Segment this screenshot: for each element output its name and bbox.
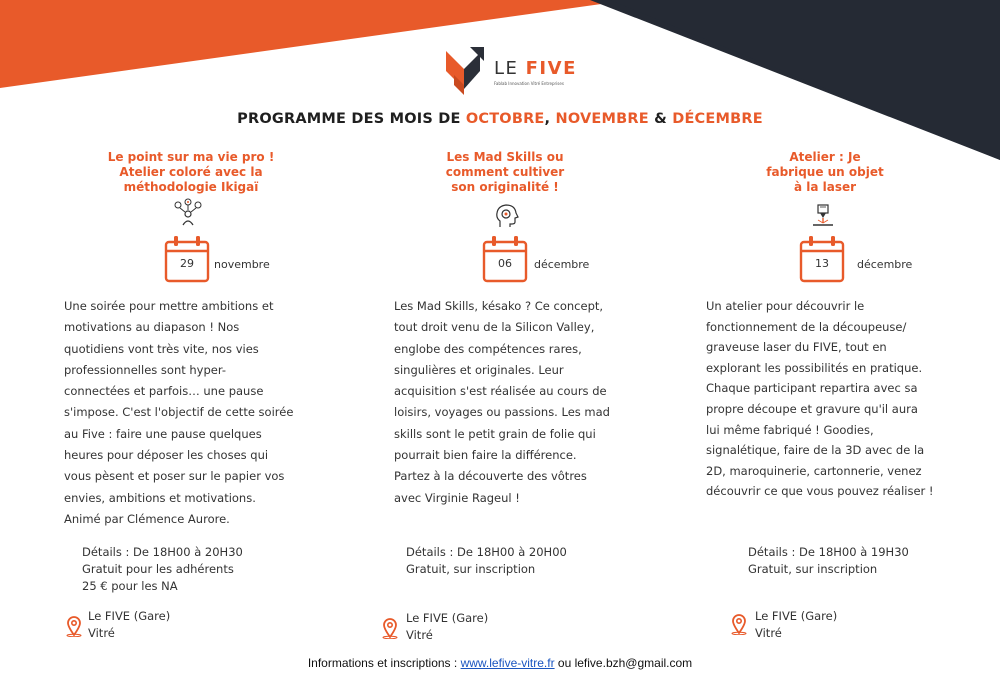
- dark-band-wedge: [610, 0, 1000, 160]
- logo-name-accent: FIVE: [525, 58, 577, 79]
- footer-middle: ou: [554, 656, 575, 670]
- location-pin-icon: [381, 617, 399, 639]
- logo-tagline: Fablab Innovation Vitré Entreprises: [494, 81, 564, 86]
- description-line: propre découpe et gravure qu'il aura: [706, 401, 918, 416]
- event-month: décembre: [534, 258, 590, 271]
- description-line: Chaque participant repartira avec sa: [706, 381, 918, 396]
- title-month-2: NOVEMBRE: [555, 111, 649, 127]
- description-line: envies, ambitions et motivations.: [64, 490, 256, 505]
- description-line: motivations au diapason ! Nos: [64, 320, 240, 335]
- event-title-line: à la laser: [793, 180, 857, 194]
- logo: [444, 45, 584, 97]
- description-line: s'impose. C'est l'objectif de cette soirée: [64, 405, 294, 420]
- event-title-line: méthodologie Ikigaï: [123, 180, 259, 194]
- location-pin-icon: [730, 613, 748, 635]
- description-line: acquisition s'est réalisée au cours de: [394, 384, 607, 399]
- head-gear-icon: [494, 203, 520, 229]
- details-line: 25 € pour les NA: [82, 579, 178, 593]
- event-location: [406, 610, 488, 644]
- location-line: Vitré: [88, 626, 115, 640]
- event-location: [755, 608, 837, 642]
- description-line: graveuse laser du FIVE, tout en: [706, 340, 887, 355]
- contact-email[interactable]: lefive.bzh@gmail.com: [574, 656, 693, 670]
- description-line: pourrait bien faire la différence.: [394, 448, 577, 463]
- description-line: professionnelles sont hyper-: [64, 362, 227, 377]
- website-link[interactable]: www.lefive-vitre.fr: [460, 656, 555, 670]
- location-line: Le FIVE (Gare): [755, 609, 838, 623]
- description-line: lui même fabriqué ! Goodies,: [706, 422, 874, 437]
- description-line: au Five : faire une pause quelques: [64, 426, 262, 441]
- description-line: Les Mad Skills, késako ? Ce concept,: [394, 299, 604, 313]
- title-sep-2: &: [648, 111, 673, 127]
- footer-info: [0, 656, 1000, 670]
- description-line: skills sont le petit grain de folie qui: [394, 426, 596, 441]
- logo-name-prefix: LE: [494, 58, 519, 79]
- title-month-1: OCTOBRE: [465, 111, 545, 127]
- event-month: décembre: [857, 258, 913, 271]
- details-line: Gratuit, sur inscription: [406, 562, 536, 576]
- event-title-line: son originalité !: [451, 180, 559, 194]
- description-line: englobe des compétences rares,: [394, 341, 582, 356]
- description-line: signalétique, faire de la 3D avec de la: [706, 443, 925, 458]
- location-line: Le FIVE (Gare): [406, 611, 489, 625]
- details-line: Détails : De 18H00 à 19H30: [748, 545, 909, 559]
- description-line: loisirs, voyages ou passions. Les mad: [394, 405, 610, 420]
- page-title: [0, 111, 1000, 127]
- event-title-line: fabrique un objet: [766, 165, 884, 179]
- description-line: singulières et originales. Leur: [394, 362, 564, 377]
- description-line: Partez à la découverte des vôtres: [394, 469, 587, 484]
- location-line: Vitré: [406, 628, 433, 642]
- description-line: Une soirée pour mettre ambitions et: [64, 299, 274, 313]
- description-line: heures pour déposer les choses qui: [64, 448, 269, 463]
- description-line: découvrir ce que vous pouvez réaliser !: [706, 484, 934, 499]
- event-location: [88, 608, 170, 642]
- description-line: explorant les possibilités en pratique.: [706, 360, 923, 375]
- description-line: tout droit venu de la Silicon Valley,: [394, 320, 595, 335]
- event-details: [748, 544, 909, 578]
- description-line: avec Virginie Rageul !: [394, 490, 520, 505]
- location-line: Le FIVE (Gare): [88, 609, 171, 623]
- location-line: Vitré: [755, 626, 782, 640]
- details-line: Détails : De 18H00 à 20H00: [406, 545, 567, 559]
- event-day: 13: [815, 257, 829, 270]
- event-details: [82, 544, 243, 595]
- event-title: [680, 150, 970, 195]
- event-title-line: comment cultiver: [445, 165, 565, 179]
- ideas-people-icon: [172, 197, 204, 229]
- event-title: [46, 150, 336, 195]
- logo-name: [494, 58, 577, 79]
- description-line: Animé par Clémence Aurore.: [64, 511, 230, 526]
- laser-cutter-icon: [810, 203, 836, 229]
- event-title-line: Atelier coloré avec la: [119, 165, 263, 179]
- details-line: Détails : De 18H00 à 20H30: [82, 545, 243, 559]
- event-day: 29: [180, 257, 194, 270]
- event-description: [64, 296, 293, 530]
- description-line: vous pèsent et poser sur le papier vos: [64, 469, 285, 484]
- event-title-line: Atelier : Je: [789, 150, 861, 164]
- location-pin-icon: [65, 615, 83, 637]
- event-title-line: Les Mad Skills ou: [446, 150, 564, 164]
- event-description: [394, 296, 610, 509]
- title-prefix: PROGRAMME DES MOIS DE: [237, 111, 466, 127]
- logo-mark-icon: [444, 45, 490, 97]
- title-sep-1: ,: [544, 111, 556, 127]
- details-line: Gratuit pour les adhérents: [82, 562, 234, 576]
- event-title-line: Le point sur ma vie pro !: [107, 150, 275, 164]
- footer-prefix: Informations et inscriptions :: [307, 656, 461, 670]
- event-details: [406, 544, 567, 578]
- description-line: fonctionnement de la découpeuse/: [706, 319, 907, 334]
- description-line: 2D, maroquinerie, cartonnerie, venez: [706, 463, 922, 478]
- event-day: 06: [498, 257, 512, 270]
- event-description: [706, 296, 934, 502]
- description-line: quotidiens vont très vite, nos vies: [64, 341, 259, 356]
- description-line: Un atelier pour découvrir le: [706, 299, 865, 313]
- event-title: [360, 150, 650, 195]
- description-line: connectées et parfois… une pause: [64, 384, 264, 399]
- details-line: Gratuit, sur inscription: [748, 562, 878, 576]
- title-month-3: DÉCEMBRE: [672, 111, 763, 127]
- event-month: novembre: [214, 258, 270, 271]
